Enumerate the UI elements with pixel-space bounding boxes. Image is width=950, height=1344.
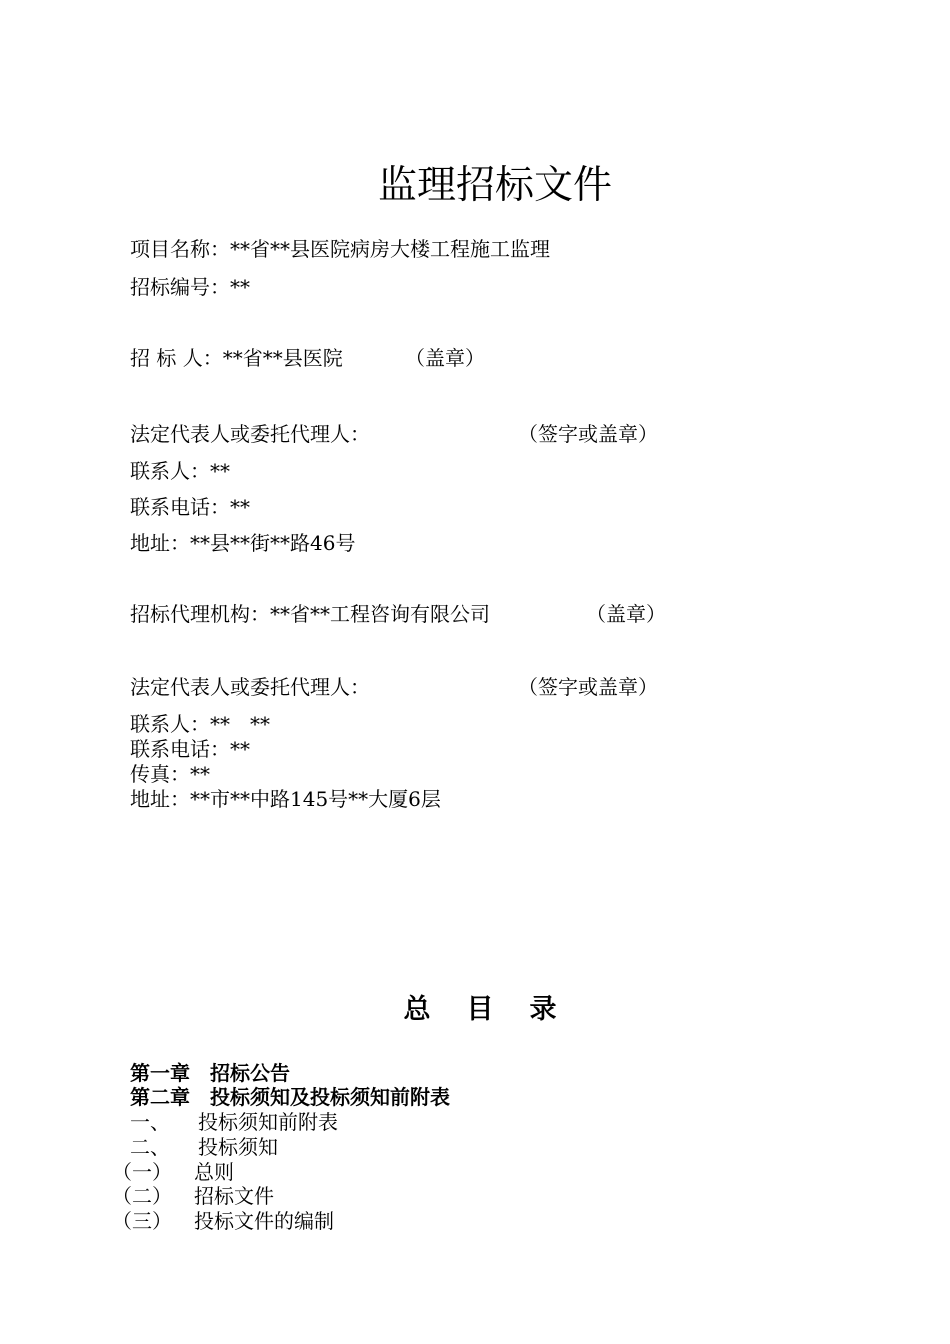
toc-item-1-number: 一、 <box>130 1110 170 1134</box>
toc-chapter-1: 第一章 招标公告 <box>130 1061 290 1085</box>
legal-rep-label-1: 法定代表人或委托代理人： <box>130 422 370 446</box>
toc-chapter-2: 第二章 投标须知及投标须知前附表 <box>130 1085 450 1109</box>
legal-rep-sign-1: （签字或盖章） <box>518 422 658 446</box>
tenderer-seal: （盖章） <box>405 346 485 370</box>
phone-2: 联系电话：** <box>130 737 250 761</box>
legal-rep-label-2: 法定代表人或委托代理人： <box>130 675 370 699</box>
toc-title: 总目录 <box>403 994 593 1025</box>
address-2: 地址：**市**中路145号**大厦6层 <box>130 787 441 811</box>
address-1: 地址：**县**街**路46号 <box>130 531 356 555</box>
toc-sub-1-number: （一） <box>112 1160 172 1184</box>
toc-sub-2-number: （二） <box>112 1184 172 1208</box>
toc-sub-2-text: 招标文件 <box>194 1184 274 1208</box>
toc-sub-3-number: （三） <box>112 1209 172 1233</box>
toc-sub-1-text: 总则 <box>194 1160 234 1184</box>
bid-number: 招标编号：** <box>130 275 250 299</box>
toc-item-2-text: 投标须知 <box>198 1135 278 1159</box>
toc-item-1-text: 投标须知前附表 <box>198 1110 338 1134</box>
project-name: 项目名称：**省**县医院病房大楼工程施工监理 <box>130 237 550 261</box>
contact-2: 联系人：** ** <box>130 712 270 736</box>
toc-sub-3-text: 投标文件的编制 <box>194 1209 334 1233</box>
agency: 招标代理机构：**省**工程咨询有限公司 <box>130 602 490 626</box>
legal-rep-sign-2: （签字或盖章） <box>518 675 658 699</box>
toc-item-2-number: 二、 <box>130 1135 170 1159</box>
contact-1: 联系人：** <box>130 459 230 483</box>
tenderer: 招 标 人：**省**县医院 <box>130 346 343 370</box>
fax-2: 传真：** <box>130 762 210 786</box>
document-title: 监理招标文件 <box>377 163 612 208</box>
phone-1: 联系电话：** <box>130 495 250 519</box>
agency-seal: （盖章） <box>586 602 666 626</box>
